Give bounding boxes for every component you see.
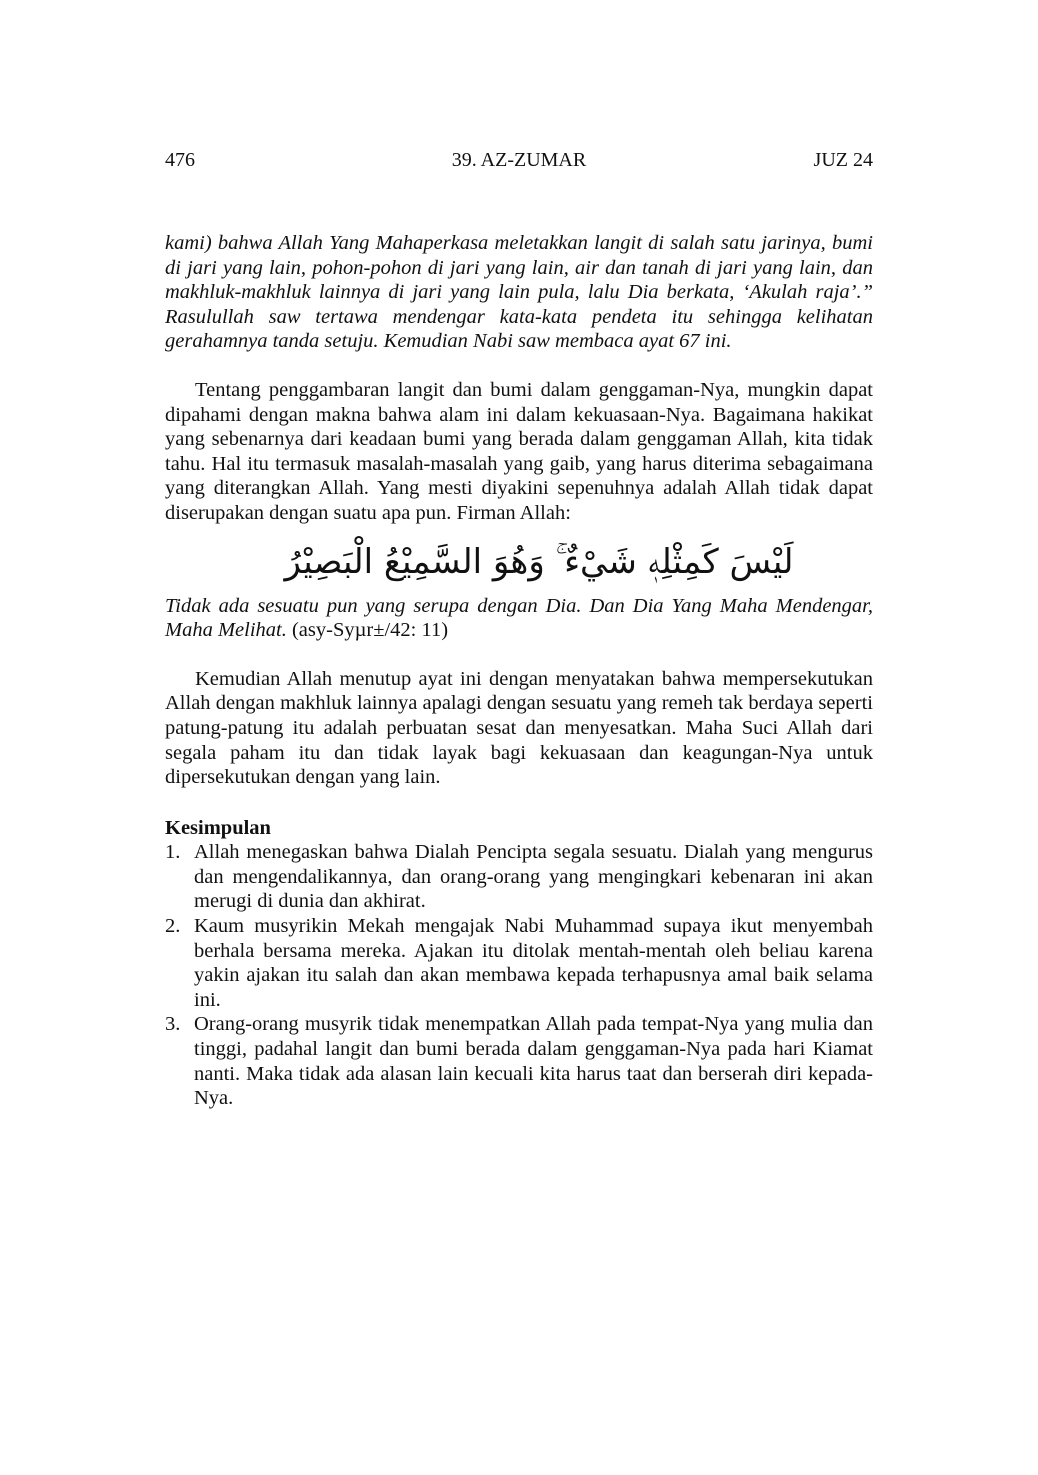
verse-reference: (asy-Syµr±/42: 11) <box>286 619 449 642</box>
list-item-number: 1. <box>165 841 181 864</box>
list-item-text: Allah menegaskan bahwa Dialah Pencipta segala sesuatu. Dialah yang mengurus dan mengendalikannya, dan orang-orang yang mengingkari kebenaran ini akan merugi di dunia dan akhirat. <box>194 841 873 913</box>
list-item <box>165 1012 873 1110</box>
chapter-title: 39. AZ-ZUMAR <box>451 149 587 171</box>
verse-translation <box>165 594 873 643</box>
paragraph-closing: Kemudian Allah menutup ayat ini dengan menyatakan bahwa mempersekutukan Allah dengan makhluk lainnya apalagi dengan sesuatu yang remeh tak berdaya seperti patung-patung itu adalah perbuatan sesat dan menyesatkan. Maha Suci Allah dari segala paham itu dan tidak layak bagi kekuasaan dan keagungan-Nya untuk dipersekutukan dengan yang lain. <box>165 667 873 789</box>
paragraph-hadith-continuation: kami) bahwa Allah Yang Mahaperkasa meletakkan langit di salah satu jarinya, bumi di jari yang lain, pohon-pohon di jari yang lain, air dan tanah di jari yang lain, dan makhluk-makhluk lainnya di jari yang lain pula, lalu Dia berkata, ‘Akulah raja’.” Rasulullah saw tertawa mendengar kata-kata pendeta itu sehingga kelihatan gerahamnya tanda setuju. Kemudian Nabi saw membaca ayat 67 ini. <box>165 232 873 353</box>
list-item <box>165 840 873 914</box>
page-body <box>165 231 873 1111</box>
page-number: 476 <box>165 149 195 171</box>
juz-label: JUZ 24 <box>813 149 873 171</box>
translation-text: Tidak ada sesuatu pun yang serupa dengan Dia. Dan Dia Yang Maha Mendengar, Maha Melihat. <box>165 594 873 642</box>
list-item <box>165 914 873 1012</box>
paragraph-explanation: Tentang penggambaran langit dan bumi dalam genggaman-Nya, mungkin dapat dipahami dengan makna bahwa alam ini dalam kekuasaan-Nya. Bagaimana hakikat yang sebenarnya dari keadaan bumi yang berada dalam genggaman Allah, kita tidak tahu. Hal itu termasuk masalah-masalah yang gaib, yang harus diterima sebagaimana yang diterangkan Allah. Yang mesti diyakini sepenuhnya adalah Allah tidak dapat diserupakan dengan suatu apa pun. Firman Allah: <box>165 378 873 524</box>
page-header <box>165 146 873 174</box>
conclusion-list <box>165 840 873 1111</box>
list-item-number: 3. <box>165 1013 181 1036</box>
list-item-number: 2. <box>165 915 181 938</box>
list-item-text: Orang-orang musyrik tidak menempatkan Allah pada tempat-Nya yang mulia dan tinggi, padahal langit dan bumi berada dalam genggaman-Nya pada hari Kiamat nanti. Maka tidak ada alasan lain kecuali kita harus taat dan berserah diri kepada-Nya. <box>194 1013 873 1110</box>
list-item-text: Kaum musyrikin Mekah mengajak Nabi Muhammad supaya ikut menyembah berhala bersama mereka. Ajakan itu ditolak mentah-mentah oleh beliau karena yakin ajakan itu salah dan akan membawa kepada terhapusnya amal baik selama ini. <box>194 915 873 1011</box>
arabic-verse: لَيْسَ كَمِثْلِهٖ شَيْءٌ ۚ وَهُوَ السَّمِيْعُ الْبَصِيْرُ <box>284 541 794 582</box>
conclusion-heading: Kesimpulan <box>165 816 271 839</box>
